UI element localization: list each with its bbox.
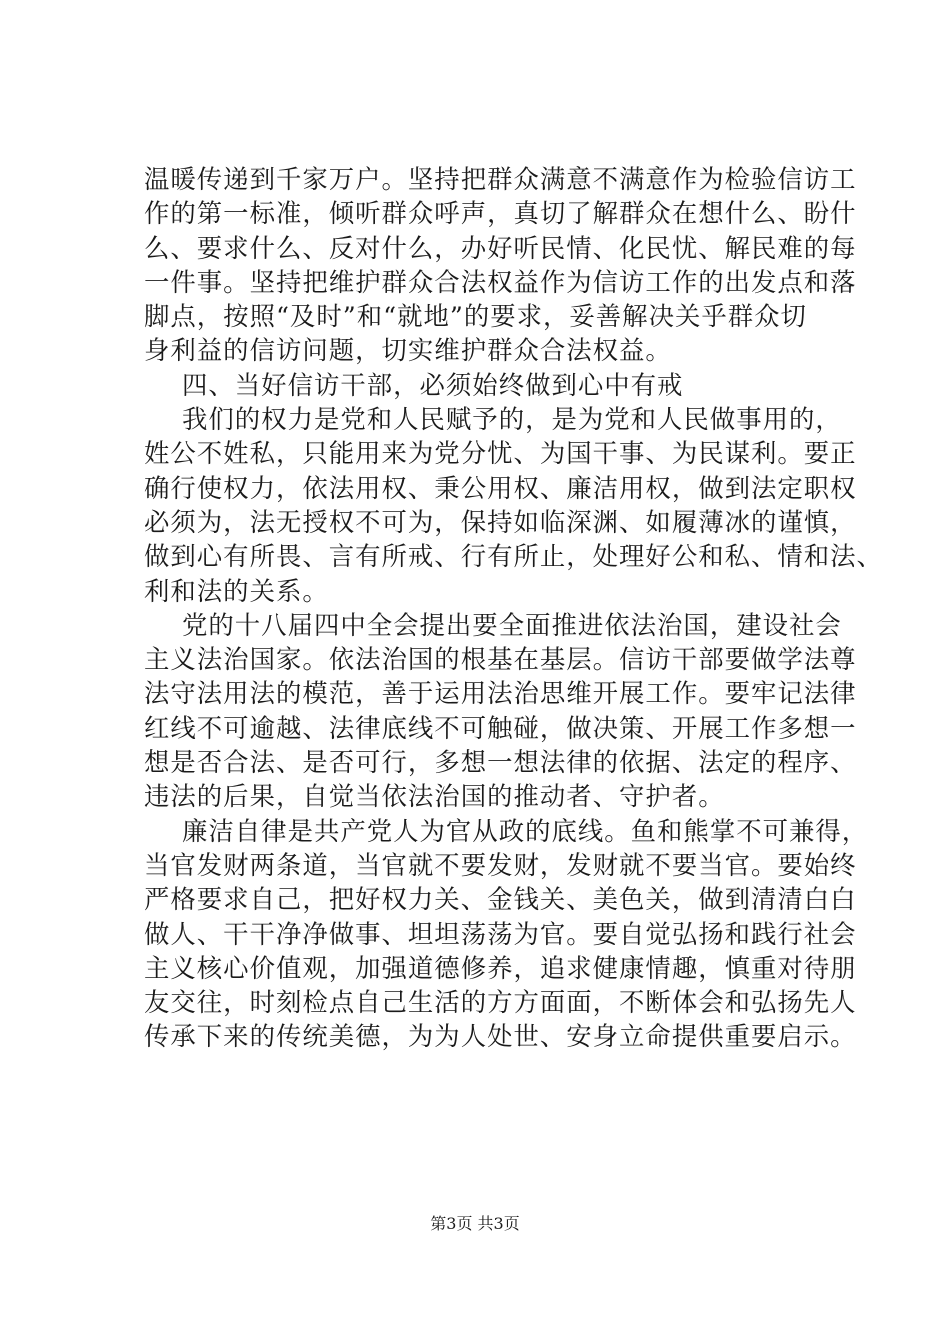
section-heading: 四、当好信访干部，必须始终做到心中有戒: [182, 369, 684, 400]
body-text: [144, 162, 883, 1054]
text-line: 传承下来的传统美德，为为人处世、安身立命提供重要启示。: [144, 1021, 857, 1052]
text-line: 必须为，法无授权不可为，保持如临深渊、如履薄冰的谨慎，: [144, 506, 857, 537]
text-line: 身利益的信访问题，切实维护群众合法权益。: [144, 335, 672, 366]
text-line: 么、要求什么、反对什么，办好听民情、化民忧、解民难的每: [144, 232, 857, 263]
text-line: 确行使权力，依法用权、秉公用权、廉洁用权，做到法定职权: [144, 472, 857, 503]
text-line: 一件事。坚持把维护群众合法权益作为信访工作的出发点和落: [144, 266, 857, 297]
text-line: 做人、干干净净做事、坦坦荡荡为官。要自觉弘扬和践行社会: [144, 918, 857, 949]
text-line: 主义核心价值观，加强道德修养，追求健康情趣，慎重对待朋: [144, 952, 857, 983]
text-line: 违法的后果，自觉当依法治国的推动者、守护者。: [144, 781, 725, 812]
text-line: 利和法的关系。: [144, 575, 329, 606]
text-line: 做到心有所畏、言有所戒、行有所止，处理好公和私、情和法、: [144, 541, 883, 572]
text-line: 当官发财两条道，当官就不要发财，发财就不要当官。要始终: [144, 849, 857, 880]
text-line: 想是否合法、是否可行，多想一想法律的依据、法定的程序、: [144, 747, 857, 778]
text-line: 廉洁自律是共产党人为官从政的底线。鱼和熊掌不可兼得，: [182, 815, 869, 846]
text-line: 法守法用法的模范，善于运用法治思维开展工作。要牢记法律: [144, 678, 857, 709]
text-line: 脚点，按照“及时”和“就地”的要求，妥善解决关乎群众切: [144, 301, 807, 332]
text-line: 红线不可逾越、法律底线不可触碰，做决策、开展工作多想一: [144, 712, 857, 743]
text-line: 我们的权力是党和人民赋予的，是为党和人民做事用的，: [182, 404, 842, 435]
text-line: 党的十八届四中全会提出要全面推进依法治国，建设社会: [182, 609, 842, 640]
text-line: 姓公不姓私，只能用来为党分忧、为国干事、为民谋利。要正: [144, 438, 857, 469]
text-line: 友交往，时刻检点自己生活的方方面面，不断体会和弘扬先人: [144, 987, 857, 1018]
page-number-footer: 第3页 共3页: [430, 1214, 520, 1233]
text-line: 作的第一标准，倾听群众呼声，真切了解群众在想什么、盼什: [144, 198, 857, 229]
text-line: 温暖传递到千家万户。坚持把群众满意不满意作为检验信访工: [144, 164, 857, 194]
text-line: 严格要求自己，把好权力关、金钱关、美色关，做到清清白白: [144, 884, 857, 915]
text-line: 主义法治国家。依法治国的根基在基层。信访干部要做学法尊: [144, 644, 857, 675]
